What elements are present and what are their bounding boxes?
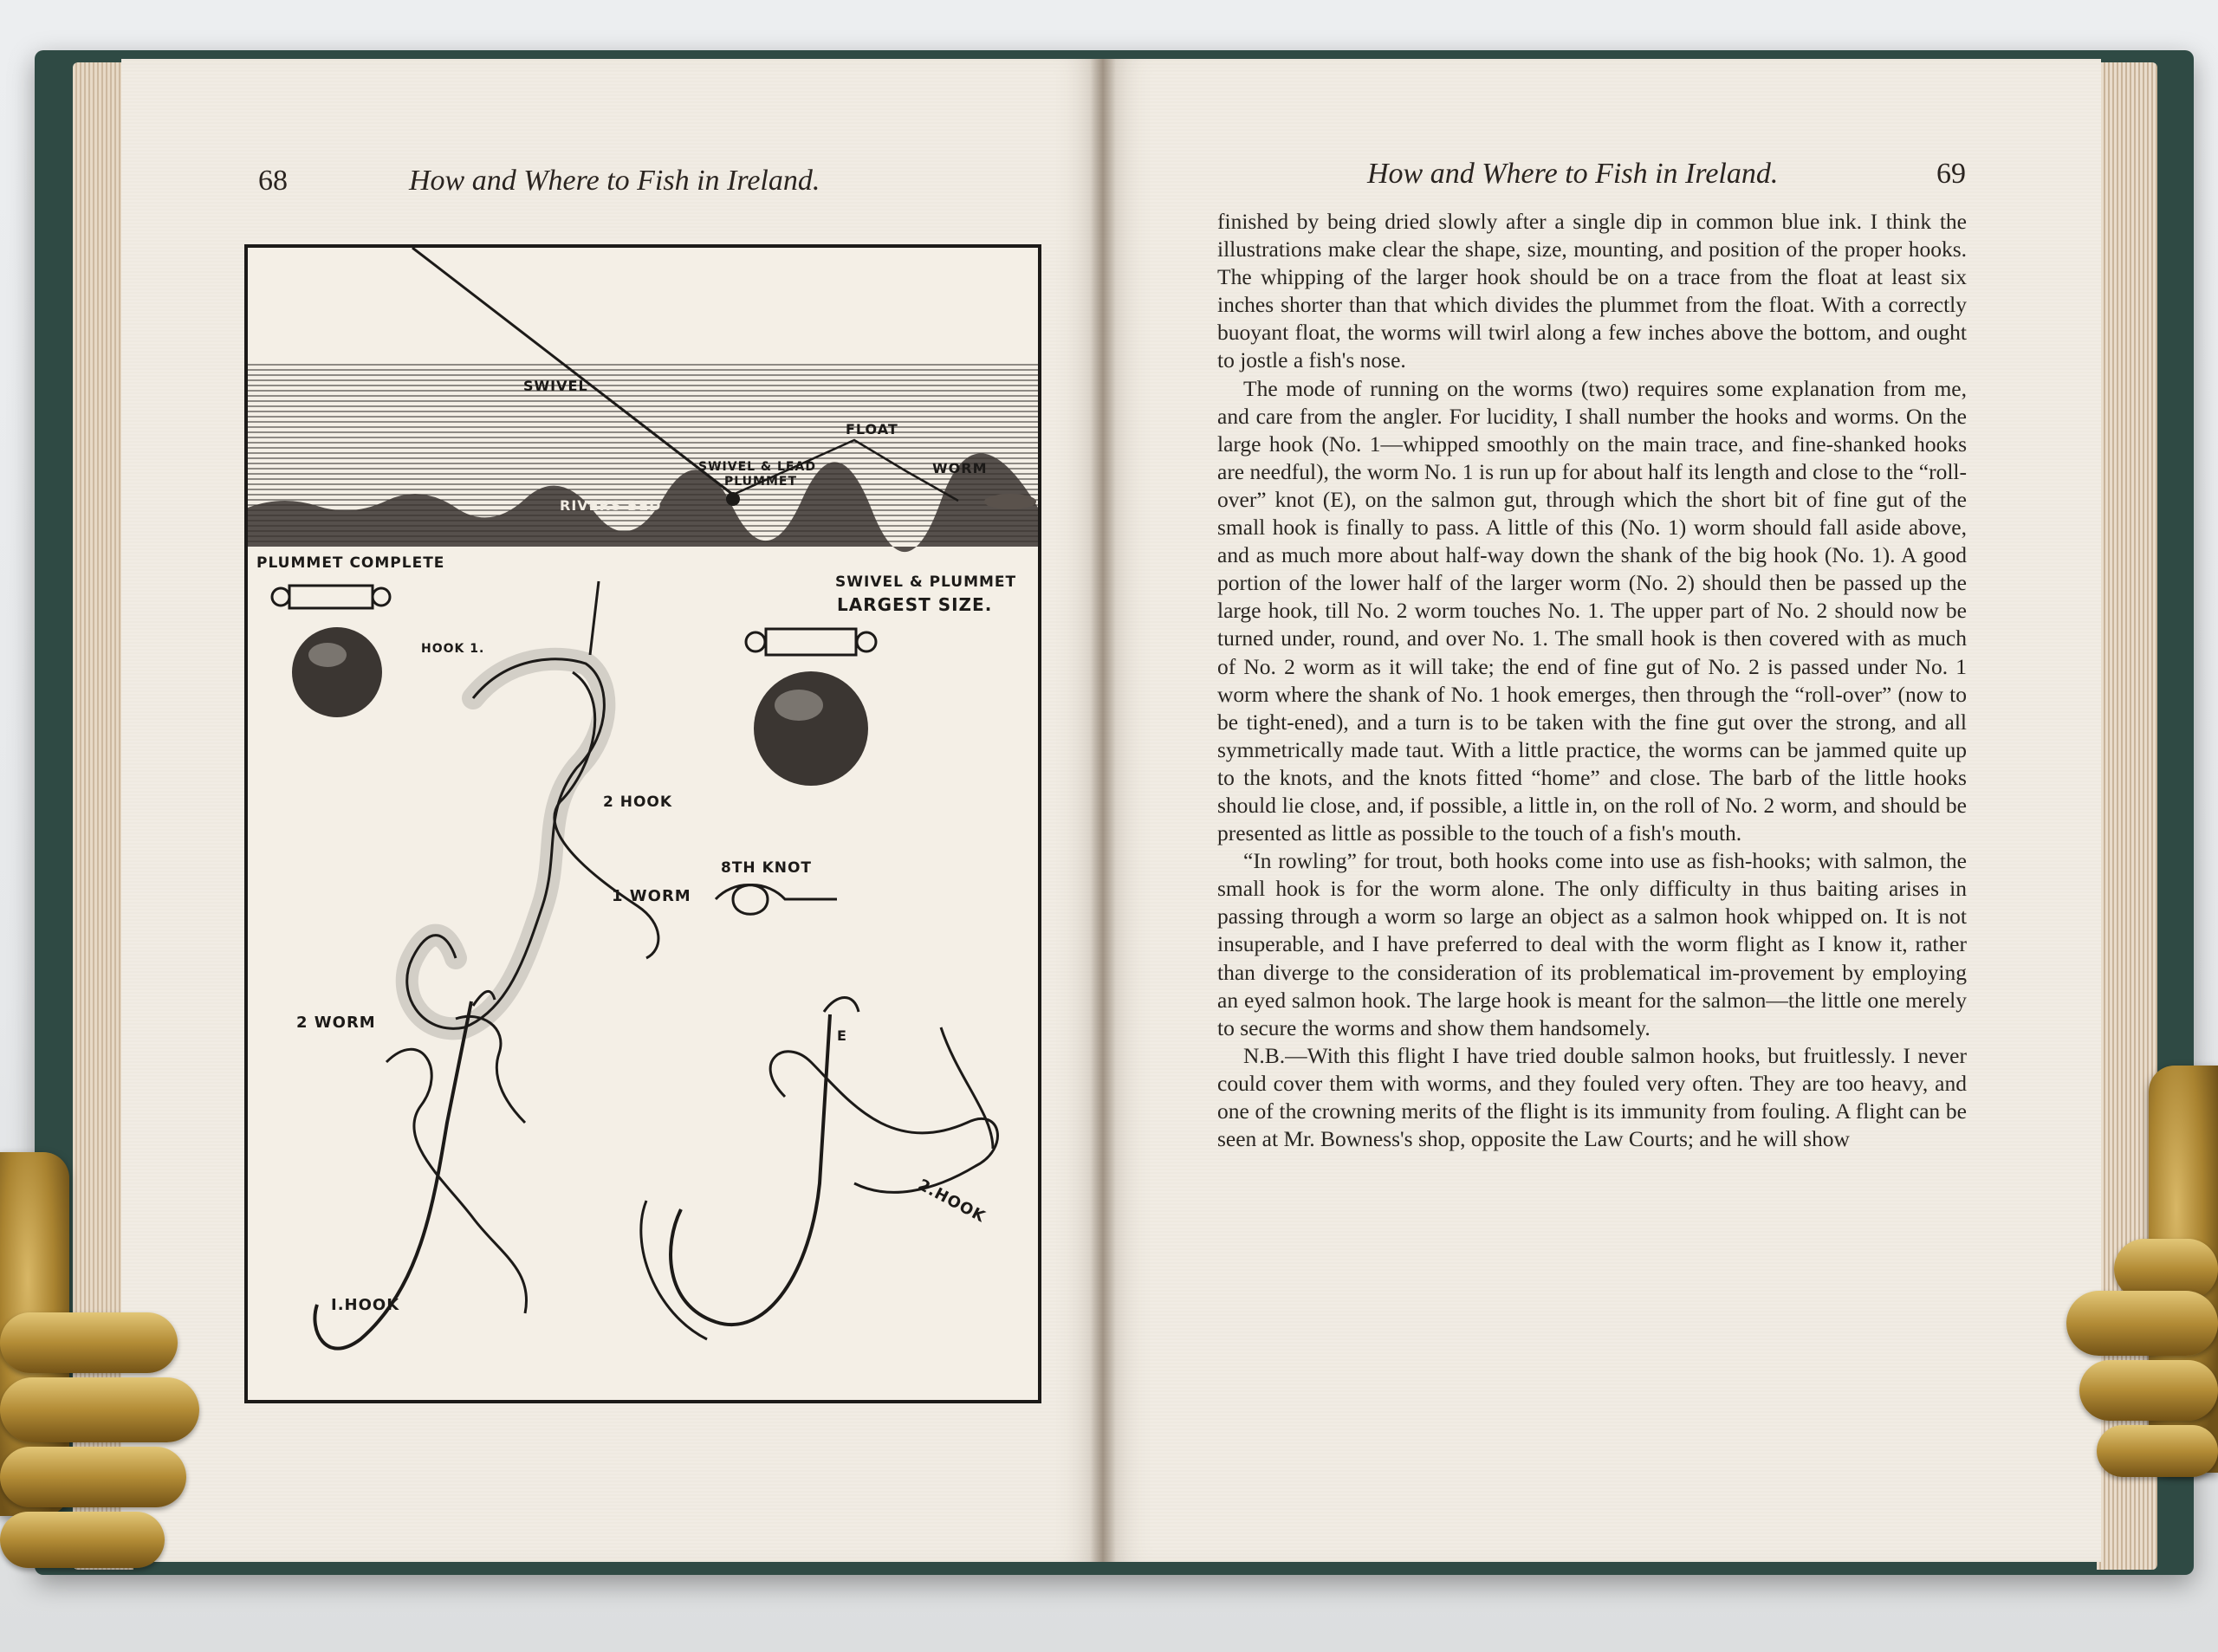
label-1-worm: 1 WORM: [612, 887, 691, 905]
label-2-worm: 2 WORM: [296, 1014, 376, 1032]
right-page-number: 69: [1936, 158, 1966, 190]
paragraph-4: N.B.—With this flight I have tried double salmon hooks, but fruitlessly. I never could cover them with worms, and they fouled very often. They are too heavy, and one of the crowning merits of the flight is its immunity from fouling. A flight can be seen at Mr. Bowness's shop, opposite the Law Courts; and he will show: [1217, 1042, 1967, 1152]
brass-clamp-left-finger-2: [0, 1377, 199, 1442]
brass-clamp-left-finger-4: [0, 1512, 165, 1568]
label-swivel-lead: SWIVEL & LEAD: [698, 460, 816, 474]
plummet-ball-left: [292, 627, 382, 717]
illustration-drawing: [248, 248, 1038, 1400]
plummet-small: [726, 492, 740, 506]
label-swivel-plummet: SWIVEL & PLUMMET: [835, 573, 1017, 591]
left-running-head: How and Where to Fish in Ireland.: [409, 165, 820, 197]
plummet-swivel-right: [766, 629, 856, 655]
fishing-illustration: [244, 244, 1041, 1403]
plummet-ball-right: [754, 671, 868, 786]
label-8th-knot: 8TH KNOT: [721, 859, 813, 877]
label-swivel: SWIVEL: [523, 378, 588, 394]
plummet-swivel-left: [289, 586, 373, 608]
label-largest-size: LARGEST SIZE.: [837, 594, 993, 615]
right-running-head: How and Where to Fish in Ireland.: [1367, 158, 1779, 190]
label-i-hook: I.HOOK: [331, 1296, 400, 1314]
brass-clamp-left-finger-3: [0, 1447, 186, 1507]
figure-eight-knot: [716, 885, 837, 915]
label-2-hook-lower: 2.HOOK: [915, 1176, 989, 1227]
label-hook-1: HOOK 1.: [421, 642, 485, 656]
brass-clamp-left-finger-1: [0, 1312, 178, 1373]
body-text: [1217, 208, 1967, 1153]
hook-upper-line: [590, 581, 599, 655]
small-fish: [984, 494, 1036, 509]
label-e: E: [837, 1027, 847, 1044]
lower-hook-2: [671, 1014, 830, 1325]
brass-clamp-right-finger-2: [2066, 1291, 2218, 1356]
upper-worm-shadow: [407, 659, 605, 1029]
label-plummet-complete: PLUMMET COMPLETE: [256, 554, 445, 572]
label-plummet: PLUMMET: [724, 475, 798, 489]
label-rivers-bed: RIVERS BED: [560, 497, 662, 514]
lower-worm-right: [770, 1052, 997, 1193]
label-float: FLOAT: [846, 421, 898, 437]
label-worm: WORM: [932, 460, 988, 476]
paragraph-2: The mode of running on the worms (two) requires some explanation from me, and care from the angler. For lucidity, I shall number the hooks and worms. On the large hook (No. 1—whipped smoothly on the main trace, and fine-shanked hooks are needful), the worm No. 1 is run up for about half its length and close to the “roll-over” knot (E), on the salmon gut, through which the short bit of fine gut of the small hook is finally to pass. A little of this (No. 1) worm should fall aside above, and as much more about half-way down the shank of the big hook (No. 1). A good portion of the lower half of the larger worm (No. 2) should then be passed up the large hook, till No. 2 worm touches No. 1. The upper part of No. 2 should now be turned under, round, and over No. 1. The small hook is then covered with as much of No. 2 worm as it will take; the end of fine gut of No. 2 is passed under No. 1 worm where the shank of No. 1 hook emerges, then through the “roll-over” (now to be tight-ened), and a turn is to be taken with the fine gut over the strong, and all symmetrically made taut. With a little practice, the worms can be jammed quite up to the knots, and the knots fitted “home” and close. The barb of the little hooks should lie close, and, if possible, a little in, on the roll of No. 2 worm, and should be presented as little as possible to the touch of a fish's mouth.: [1217, 375, 1967, 846]
paragraph-1: finished by being dried slowly after a single dip in common blue ink. I think the illustrations make clear the shape, size, mounting, and position of the proper hooks. The whipping of the larger hook should be on a trace from the float at least six inches shorter than that which divides the plummet from the float. With a correctly buoyant float, the worms will twirl along a few inches above the bottom, and ought to jostle a fish's nose.: [1217, 209, 1967, 373]
label-2-hook: 2 HOOK: [603, 794, 673, 811]
left-page-number: 68: [258, 165, 288, 197]
book-gutter: [1090, 59, 1116, 1562]
brass-clamp-right-finger-4: [2097, 1425, 2218, 1477]
paragraph-3: “In rowling” for trout, both hooks come into use as fish-hooks; with salmon, the small hook is for the worm alone. The only difficulty in thus baiting arises in passing through a worm so large an object as a salmon hook whipped on. It is not insuperable, and I have preferred to deal with the worm flight as I know it, rather than diverge to the consideration of its problematical im-provement by employing an eyed salmon hook. The large hook is meant for the salmon—the little one merely to secure the worms and show them handsomely.: [1217, 848, 1967, 1040]
brass-clamp-right-finger-3: [2079, 1360, 2218, 1421]
